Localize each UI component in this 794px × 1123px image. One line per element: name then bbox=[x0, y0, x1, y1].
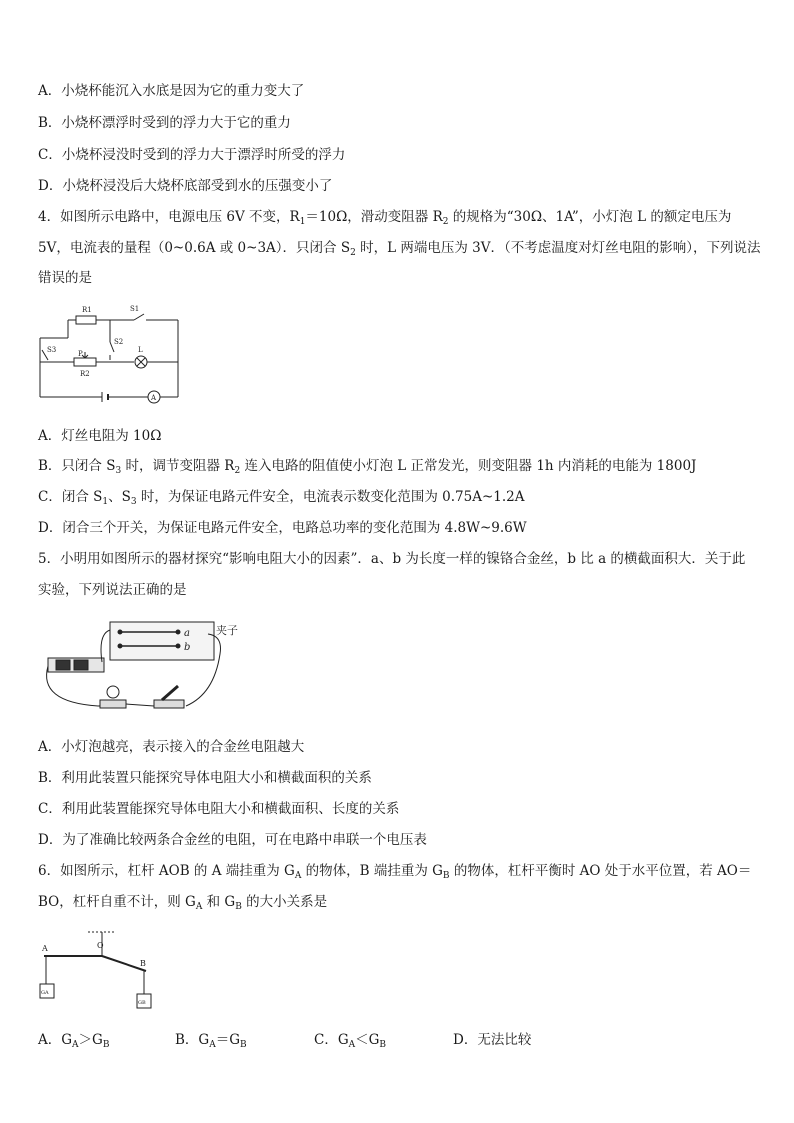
q5-stem-line-2: 实验，下列说法正确的是 bbox=[38, 582, 187, 598]
q5-label-a: a bbox=[184, 628, 190, 639]
q5-option-a: A．小灯泡越亮，表示接入的合金丝电阻越大 bbox=[38, 739, 305, 755]
q4-option-d: D．闭合三个开关，为保证电路元件安全，电路总功率的变化范围为 4.8W~9.6W bbox=[38, 520, 527, 536]
q6-lever-figure bbox=[38, 926, 168, 1018]
q4-stem-line-2: 5V，电流表的量程（0~0.6A 或 0~3A）．只闭合 $S_2$ 时，L 两端电压为 3V．（不考虑温度对灯丝电阻的影响），下列说法 bbox=[38, 240, 761, 258]
q3-option-a: A．小烧杯能沉入水底是因为它的重力变大了 bbox=[38, 83, 305, 99]
q5-option-d: D．为了准确比较两条合金丝的电阻，可在电路中串联一个电压表 bbox=[38, 832, 427, 848]
q4-label-s1: S1 bbox=[130, 305, 140, 313]
q6-stem-line-2: BO，杠杆自重不计，则 $G_A$ 和 $G_B$ 的大小关系是 bbox=[38, 894, 328, 912]
q4-option-a: A．灯丝电阻为 10Ω bbox=[38, 428, 162, 444]
q6-label-o: O bbox=[97, 941, 104, 950]
q4-stem-line-3: 错误的是 bbox=[38, 270, 92, 286]
q6-label-gb: GB bbox=[138, 1000, 146, 1006]
q3-option-b: B．小烧杯漂浮时受到的浮力大于它的重力 bbox=[38, 115, 291, 131]
q5-label-clip: 夹子 bbox=[216, 624, 238, 637]
q4-label-r2: R2 bbox=[80, 370, 90, 378]
q4-label-s2: S2 bbox=[114, 338, 124, 346]
q4-label-s3: S3 bbox=[47, 346, 57, 354]
q4-option-b: B．只闭合 $S_3$ 时，调节变阻器 $R_2$ 连入电路的阻值使小灯泡 L 正常发光，则变阻器 1h 内消耗的电能为 1800J bbox=[38, 458, 697, 476]
q4-label-p: P bbox=[78, 350, 83, 358]
q6-stem-line-1: 6．如图所示，杠杆 AOB 的 A 端挂重为 $G_A$ 的物体，B 端挂重为 $G_B$ 的物体，杠杆平衡时 AO 处于水平位置，若 AO＝ bbox=[38, 863, 752, 881]
q4-label-l: L bbox=[138, 346, 143, 354]
q5-apparatus-figure bbox=[38, 614, 248, 724]
q5-option-c: C．利用此装置能探究导体电阻大小和横截面积、长度的关系 bbox=[38, 801, 400, 817]
q6-label-b: B bbox=[140, 959, 146, 968]
q4-stem-line-1: 4．如图所示电路中，电源电压 6V 不变，$R_1=10\Omega$，滑动变阻器 $R_2$ 的规格为“30Ω、1A”，小灯泡 L 的额定电压为 bbox=[38, 209, 732, 227]
q6-option-a: A．$G_A>G_B$ bbox=[38, 1032, 110, 1050]
q6-options bbox=[38, 1028, 758, 1048]
q5-stem-line-1: 5．小明用如图所示的器材探究“影响电阻大小的因素”．a、b 为长度一样的镍铬合金丝，b 比 a 的横截面积大．关于此 bbox=[38, 551, 746, 567]
q4-circuit-figure bbox=[38, 300, 183, 410]
q5-label-b: b bbox=[184, 642, 191, 653]
q4-label-ammeter: A bbox=[151, 394, 157, 402]
q5-option-b: B．利用此装置只能探究导体电阻大小和横截面积的关系 bbox=[38, 770, 372, 786]
q6-option-b: B．$G_A=G_B$ bbox=[175, 1032, 247, 1050]
q4-label-r1: R1 bbox=[82, 306, 92, 314]
q3-option-d: D．小烧杯浸没后大烧杯底部受到水的压强变小了 bbox=[38, 178, 333, 194]
q6-option-c: C．$G_A<G_B$ bbox=[314, 1032, 387, 1050]
q4-option-c: C．闭合 $S_1$、$S_3$ 时，为保证电路元件安全，电流表示数变化范围为 0.75A~1.2A bbox=[38, 489, 525, 507]
q6-option-d: D．无法比较 bbox=[453, 1032, 532, 1048]
q3-option-c: C．小烧杯浸没时受到的浮力大于漂浮时所受的浮力 bbox=[38, 147, 346, 163]
q6-label-a: A bbox=[42, 944, 48, 953]
q6-label-ga: GA bbox=[41, 990, 49, 996]
